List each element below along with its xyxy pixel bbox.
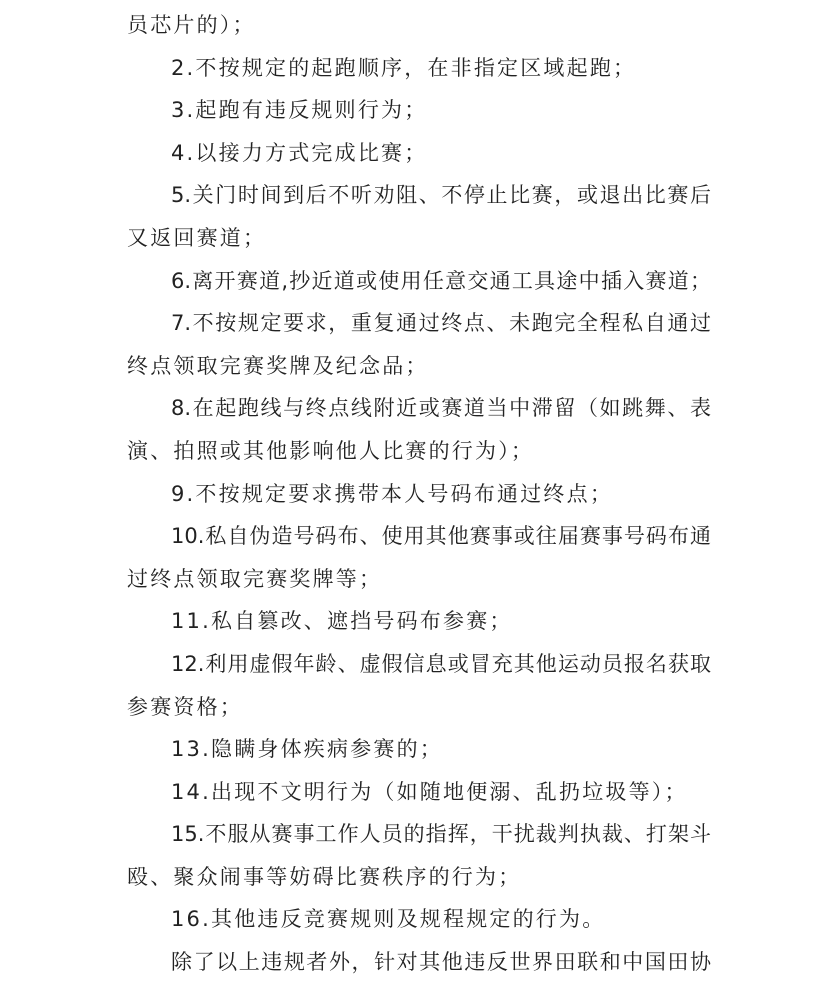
closing-paragraph: 除了以上违规者外，针对其他违反世界田联和中国田协	[171, 950, 711, 975]
rule-item-15-continued: 殴、聚众闹事等妨碍比赛秩序的行为；	[127, 864, 522, 889]
rule-item-5-continued: 又返回赛道；	[127, 225, 267, 250]
rule-item-3: 3.起跑有违反规则行为；	[171, 98, 428, 123]
text-line: 员芯片的）；	[127, 13, 256, 37]
rule-item-13: 13.隐瞒身体疾病参赛的；	[171, 737, 443, 762]
rule-item-12: 12.利用虚假年龄、虚假信息或冒充其他运动员报名获取	[171, 651, 711, 676]
rule-item-10-continued: 过终点领取完赛奖牌等；	[127, 566, 383, 591]
document-page	[127, 4, 711, 984]
rule-item-6: 6.离开赛道,抄近道或使用任意交通工具途中插入赛道；	[171, 268, 711, 293]
rule-item-14: 14.出现不文明行为（如随地便溺、乱扔垃圾等）；	[171, 779, 688, 804]
rule-item-11: 11.私自篡改、遮挡号码布参赛；	[171, 609, 513, 634]
rule-item-7: 7.不按规定要求，重复通过终点、未跑完全程私自通过	[171, 311, 711, 336]
rule-item-8-continued: 演、拍照或其他影响他人比赛的行为）；	[127, 438, 535, 463]
rule-item-2: 2.不按规定的起跑顺序，在非指定区域起跑；	[171, 55, 637, 80]
rule-item-7-continued: 终点领取完赛奖牌及纪念品；	[127, 353, 429, 378]
rule-item-5: 5.关门时间到后不听劝阻、不停止比赛，或退出比赛后	[171, 183, 711, 208]
rule-item-8: 8.在起跑线与终点线附近或赛道当中滞留（如跳舞、表	[171, 396, 711, 421]
rule-item-9: 9.不按规定要求携带本人号码布通过终点；	[171, 481, 614, 506]
rule-item-12-continued: 参赛资格；	[127, 694, 243, 719]
rule-item-16: 16.其他违反竞赛规则及规程规定的行为。	[171, 907, 606, 932]
rule-item-4: 4.以接力方式完成比赛；	[171, 140, 428, 165]
rule-item-15: 15.不服从赛事工作人员的指挥，干扰裁判执裁、打架斗	[171, 822, 711, 847]
rule-item-10: 10.私自伪造号码布、使用其他赛事或往届赛事号码布通	[171, 524, 711, 549]
